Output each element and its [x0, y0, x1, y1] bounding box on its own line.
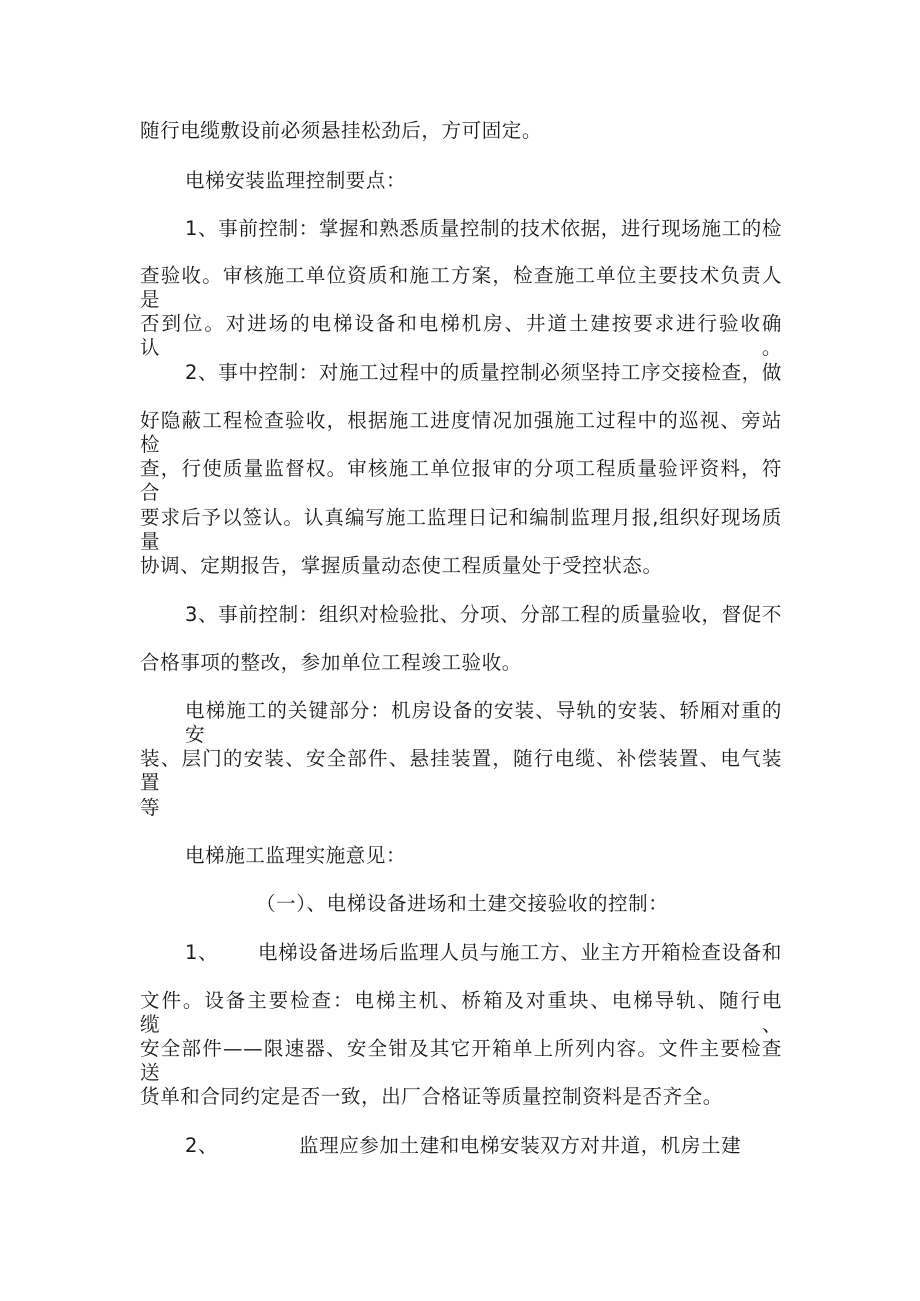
paragraph-line: 等 [140, 796, 161, 819]
paragraph-line: 随行电缆敷设前必须悬挂松劲后，方可固定。 [140, 119, 543, 142]
list-number: 2、 [185, 1134, 219, 1157]
paragraph-line: 安全部件——限速器、安全钳及其它开箱单上所列内容。文件主要检查送 [140, 1037, 782, 1084]
subsection-heading: （一）、电梯设备进场和土建交接验收的控制： [256, 892, 669, 915]
paragraph-line: 电梯施工的关键部分：机房设备的安装、导轨的安装、轿厢对重的安 [185, 699, 782, 746]
paragraph-line: 协调、定期报告，掌握质量动态使工程质量处于受控状态。 [140, 554, 663, 577]
paragraph-line: 查验收。审核施工单位资质和施工方案，检查施工单位主要技术负责人是 [140, 264, 782, 311]
paragraph-line: 查，行使质量监督权。审核施工单位报审的分项工程质量验评资料，符合 [140, 457, 782, 504]
paragraph-line: 好隐蔽工程检查验收，根据施工进度情况加强施工过程中的巡视、旁站检 [140, 409, 782, 456]
paragraph-line: 合格事项的整改，参加单位工程竣工验收。 [140, 651, 522, 674]
paragraph-line: 要求后予以签认。认真编写施工监理日记和编制监理月报,组织好现场质量 [140, 506, 782, 553]
paragraph-line: 货单和合同约定是否一致，出厂合格证等质量控制资料是否齐全。 [140, 1085, 723, 1108]
list-number: 1、 [185, 941, 219, 964]
paragraph-line: 装、层门的安装、安全部件、悬挂装置，随行电缆、补偿装置、电气装置 [140, 747, 782, 794]
paragraph-line: 2、事中控制：对施工过程中的质量控制必须坚持工序交接检查，做 [185, 361, 782, 384]
paragraph-line: 否到位。对进场的电梯设备和电梯机房、井道土建按要求进行验收确认。 [140, 312, 782, 359]
section-heading: 电梯安装监理控制要点： [185, 169, 407, 192]
paragraph-line: 1、事前控制：掌握和熟悉质量控制的技术依据，进行现场施工的检 [185, 217, 782, 240]
paragraph-line: 监理应参加土建和电梯安装双方对井道，机房土建 [299, 1134, 742, 1157]
paragraph-line: 文件。设备主要检查：电梯主机、桥箱及对重块、电梯导轨、随行电缆、 [140, 989, 782, 1036]
paragraph-line: 电梯设备进场后监理人员与施工方、业主方开箱检查设备和 [258, 941, 782, 964]
section-heading: 电梯施工监理实施意见： [185, 844, 407, 867]
paragraph-line: 3、事前控制：组织对检验批、分项、分部工程的质量验收，督促不 [185, 603, 782, 626]
